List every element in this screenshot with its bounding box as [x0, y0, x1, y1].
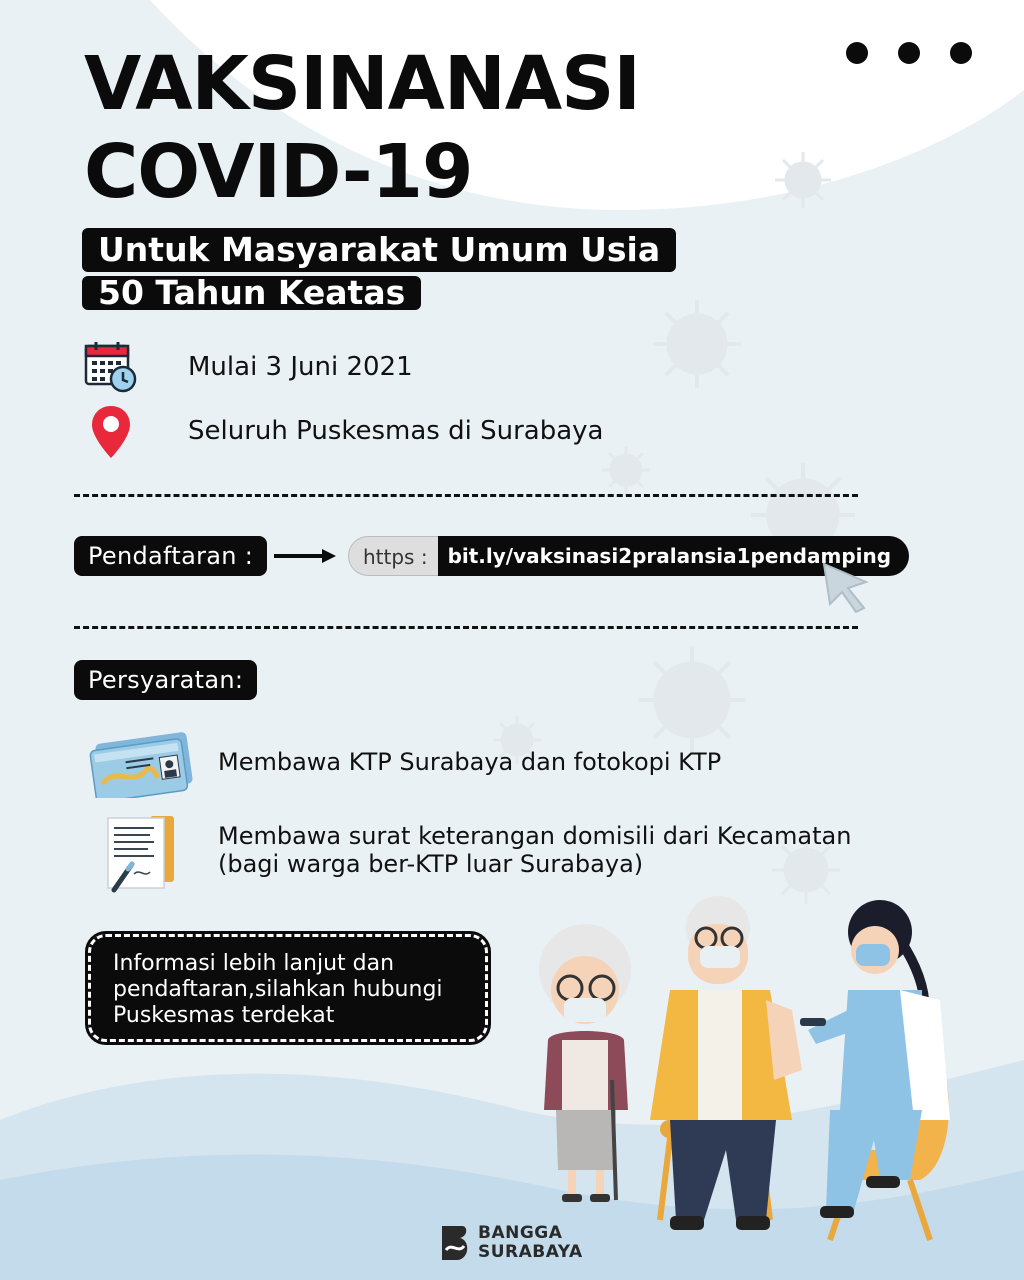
- requirement-item: [218, 748, 721, 776]
- divider: [74, 626, 858, 629]
- page-title: [84, 40, 640, 216]
- virus-icon: [775, 152, 831, 208]
- map-pin-icon: [90, 404, 132, 460]
- brand-line-2: SURABAYA: [478, 1242, 583, 1262]
- brand-line-1: BANGGA: [478, 1223, 563, 1243]
- subtitle-line-1: Untuk Masyarakat Umum Usia: [82, 228, 676, 272]
- virus-icon: [602, 446, 650, 494]
- requirements-label: Persyaratan:: [74, 660, 257, 700]
- vaccination-illustration: [530, 880, 990, 1260]
- schedule-text: Mulai 3 Juni 2021: [188, 352, 413, 382]
- divider: [74, 494, 858, 497]
- notice-line: Puskesmas terdekat: [113, 1003, 335, 1028]
- bangga-surabaya-logo-icon: [440, 1224, 470, 1262]
- calendar-clock-icon: [84, 340, 138, 394]
- requirement-item: [218, 822, 851, 878]
- requirement-text: Membawa surat keterangan domisili dari Kecamatan: [218, 822, 852, 850]
- title-line-1: VAKSINANASI: [84, 41, 640, 127]
- arrow-right-icon: [274, 546, 336, 566]
- title-line-2: COVID-19: [84, 129, 473, 215]
- virus-icon: [653, 300, 741, 388]
- subtitle-line-2: 50 Tahun Keatas: [82, 276, 421, 310]
- more-dots-icon: [846, 42, 972, 64]
- document-pen-icon: [104, 812, 178, 894]
- requirement-text: Membawa KTP Surabaya dan fotokopi KTP: [218, 748, 722, 776]
- notice-line: pendaftaran,silahkan hubungi: [113, 977, 443, 1002]
- brand-logo: [440, 1224, 583, 1262]
- notice-line: Informasi lebih lanjut dan: [113, 951, 395, 976]
- info-notice: [88, 934, 488, 1042]
- location-text: Seluruh Puskesmas di Surabaya: [188, 416, 604, 446]
- virus-icon: [638, 646, 746, 754]
- requirement-note: (bagi warga ber-KTP luar Surabaya): [218, 850, 644, 878]
- registration-label: Pendaftaran :: [74, 536, 267, 576]
- url-prefix: https :: [348, 536, 438, 576]
- url-text[interactable]: bit.ly/vaksinasi2pralansia1pendamping: [438, 536, 909, 576]
- cursor-pointer-icon: [820, 560, 872, 614]
- id-card-icon: [86, 730, 198, 798]
